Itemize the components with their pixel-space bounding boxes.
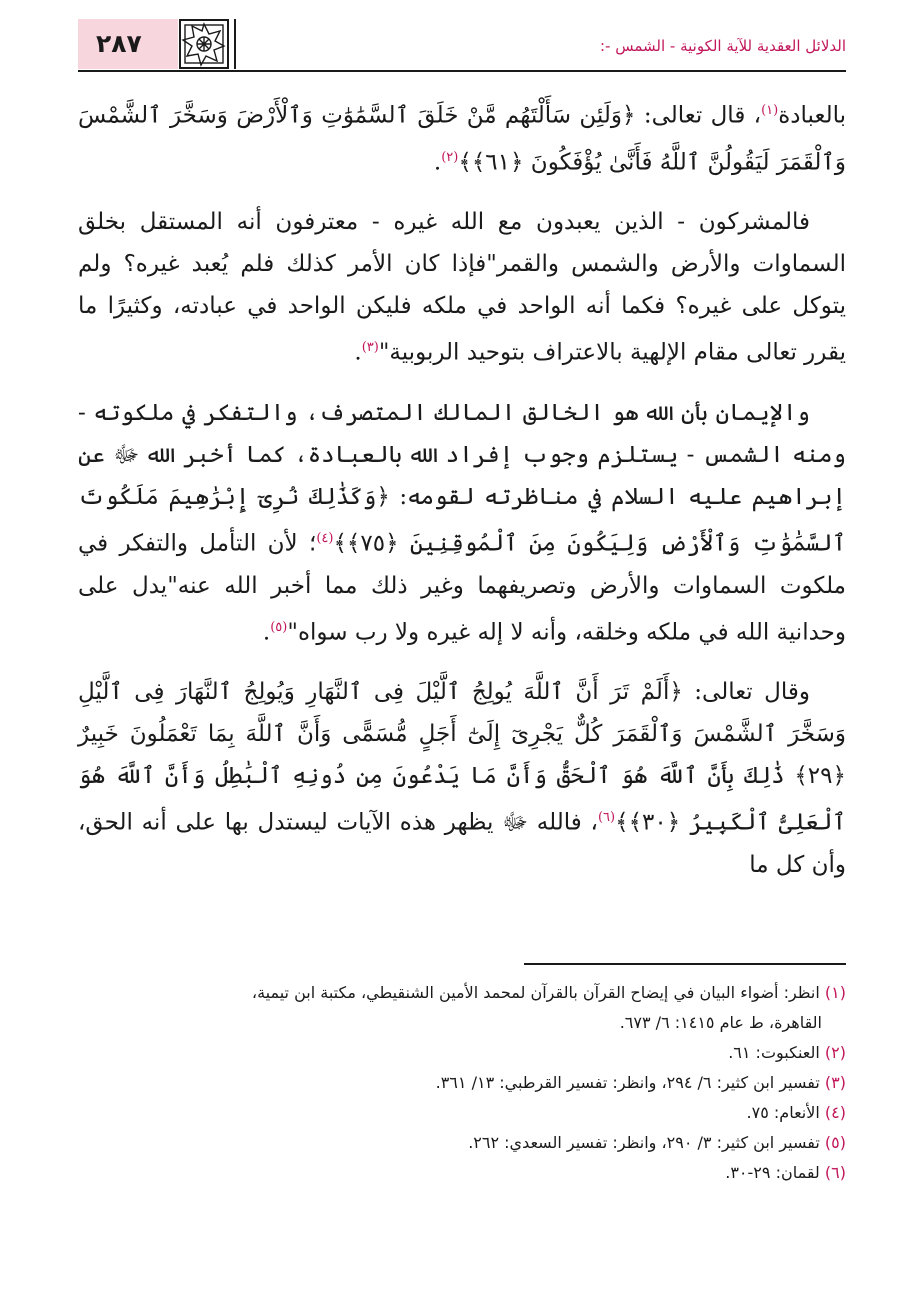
footnote-3 [78, 1068, 846, 1098]
paragraph-text: بالعبادة [778, 102, 846, 129]
paragraph-2 [78, 201, 846, 374]
paragraph-text: فالمشركون - الذين يعبدون مع الله غيره - معترفون أنه المستقل بخلق السماوات والأرض والشمس والقمر"فإذا كان الأمر كذلك فلم يُعبد غيره؟ ولم يتوكل على غيره؟ فكما أنه الواحد في ملكه فليكن الواحد في عبادته، وكثيرًا ما يقرر تعالى مقام الإلهية بالاعتراف بتوحيد الربوبية" [78, 209, 846, 366]
footnote-text: لقمان: ٢٩-٣٠. [725, 1163, 820, 1182]
header-divider [234, 19, 236, 69]
footnote-6 [78, 1158, 846, 1188]
footnote-text: العنكبوت: ٦١. [728, 1043, 820, 1062]
quran-quote: ، قال تعالى: ﴿وَلَئِن سَأَلْتَهُم مَّنْ خَلَقَ ٱلسَّمَٰوَٰتِ وَٱلْأَرْضَ وَسَخَّرَ ٱلشَّمْسَ وَٱلْقَمَرَ لَيَقُولُنَّ ٱللَّهُ فَأَنَّىٰ يُؤْفَكُونَ ﴿٦١﴾﴾ [78, 102, 846, 176]
footnote-ref[interactable]: (٤) [316, 530, 334, 546]
footnote-1 [78, 978, 846, 1038]
quran-quote: وقال تعالى: ﴿أَلَمْ تَرَ أَنَّ ٱللَّهَ يُولِجُ ٱلَّيْلَ فِى ٱلنَّهَارِ وَيُولِجُ ٱلنَّهَارَ فِى ٱلَّيْلِ وَسَخَّرَ ٱلشَّمْسَ وَٱلْقَمَرَ كُلٌّ يَجْرِىٓ إِلَىٰٓ أَجَلٍ مُّسَمًّى وَأَنَّ ٱللَّهَ بِمَا تَعْمَلُونَ خَبِيرٌ ﴿٢٩﴾ ذَٰلِكَ بِأَنَّ ٱللَّهَ هُوَ ٱلْحَقُّ وَأَنَّ مَا يَدْعُونَ مِن دُونِهِ ٱلْبَٰطِلُ وَأَنَّ ٱللَّهَ هُوَ ٱلْعَلِىُّ ٱلْكَبِيرُ ﴿٣٠﴾﴾ [78, 679, 846, 836]
footnote-5 [78, 1128, 846, 1158]
footnote-number: (٢) [824, 1043, 846, 1062]
footnote-ref[interactable]: (٥) [270, 619, 288, 635]
running-title: الدلائل العقدية للآية الكونية - الشمس -: [599, 37, 846, 55]
header-rule [78, 70, 846, 72]
footnote-text: تفسير ابن كثير: ٦/ ٢٩٤، وانظر: تفسير القرطبي: ١٣/ ٣٦١. [435, 1073, 820, 1092]
paragraph-text: والإيمان بأن الله هو الخالق المالك المتصرف، والتفكر في ملكوته - ومنه الشمس - يستلزم وجوب إفراد الله بالعبادة، كما أخبر الله ﷻ عن إبراهيم عليه السلام في مناظرته لقومه: ﴿وَكَذَٰلِكَ نُرِىٓ إِبْرَٰهِيمَ مَلَكُوتَ ٱلسَّمَٰوَٰتِ وَٱلْأَرْضِ وَلِيَكُونَ مِنَ ٱلْمُوقِنِينَ ﴿٧٥﴾﴾ [78, 399, 846, 557]
footnote-text: الأنعام: ٧٥. [746, 1103, 820, 1122]
paragraph-tail: . [262, 619, 271, 646]
footnote-number: (٦) [824, 1163, 846, 1182]
paragraph-text: ؛ لأن التأمل والتفكر في ملكوت السماوات والأرض وتصريفهما وغير ذلك مما أخبر الله عنه"يدل على وحدانية الله في ملكه وخلقه، وأنه لا إله غيره ولا رب سواه" [78, 530, 846, 646]
paragraph-1 [78, 90, 846, 183]
footnote-number: (٥) [824, 1133, 846, 1152]
geometric-star-ornament-icon [179, 19, 229, 69]
footnote-text: انظر: أضواء البيان في إيضاح القرآن بالقرآن لمحمد الأمين الشنقيطي، مكتبة ابن تيمية، [251, 983, 820, 1002]
footnote-number: (١) [824, 983, 846, 1002]
footnote-text: تفسير ابن كثير: ٣/ ٢٩٠، وانظر: تفسير السعدي: ٢٦٢. [468, 1133, 820, 1152]
page-header [78, 19, 846, 71]
page-number: ٢٨٧ [96, 29, 142, 58]
footnote-2 [78, 1038, 846, 1068]
paragraph-text: ، فالله ﷻ يظهر هذه الآيات ليستدل بها على أنه الحق، وأن كل ما [78, 809, 846, 878]
paragraph-3 [78, 392, 846, 653]
paragraph-tail: . [354, 339, 362, 366]
paragraph-4 [78, 671, 846, 886]
footnote-4 [78, 1098, 846, 1128]
footnote-ref[interactable]: (٦) [597, 810, 616, 826]
footnote-continuation: القاهرة، ط عام ١٤١٥: ٦/ ٦٧٣. [619, 1013, 822, 1032]
footnote-ref[interactable]: (٢) [441, 149, 459, 165]
footnotes [78, 978, 846, 1188]
page-number-box [78, 19, 178, 69]
paragraph-tail: . [433, 149, 442, 176]
main-text [78, 90, 846, 904]
footnote-separator [524, 963, 846, 965]
footnote-ref[interactable]: (١) [761, 103, 779, 118]
footnote-ref[interactable]: (٣) [361, 340, 379, 356]
footnote-number: (٣) [824, 1073, 846, 1092]
footnote-number: (٤) [824, 1103, 846, 1122]
